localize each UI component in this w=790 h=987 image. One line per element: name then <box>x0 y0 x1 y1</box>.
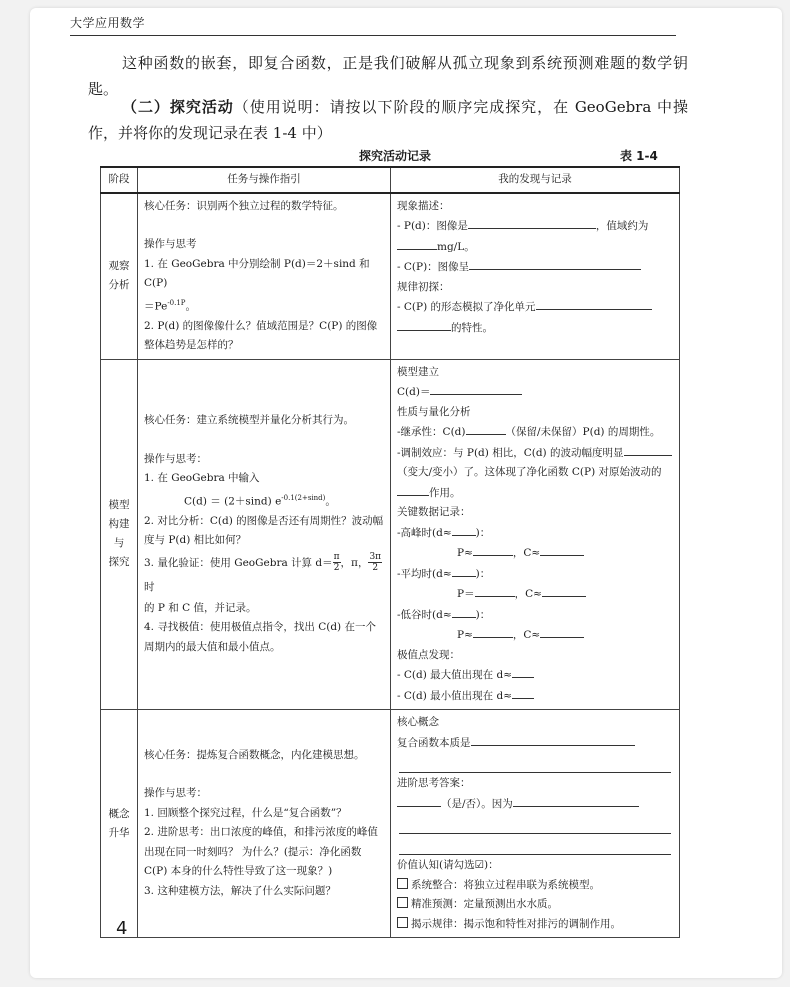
core-task: 核心任务：提炼复合函数概念，内化建模思想。 <box>144 748 365 761</box>
fill-blank[interactable] <box>469 257 641 270</box>
fraction-3pi-over-2 <box>368 552 382 573</box>
stage-label: 分析 <box>108 279 130 291</box>
record-line <box>397 733 673 754</box>
record-text: - C(d) 最大值出现在 d≈ <box>397 669 513 681</box>
fill-blank[interactable] <box>542 584 586 597</box>
ops-title: 操作与思考： <box>144 787 207 800</box>
record-line: 规律初探： <box>397 280 450 293</box>
guide-step: 的 P 和 C 值，并记录。 <box>144 601 257 614</box>
fill-blank[interactable] <box>397 237 437 250</box>
record-text: - C(P) 的形态模拟了净化单元 <box>397 301 536 313</box>
core-task: 核心任务：建立系统模型并量化分析其行为。 <box>144 414 354 427</box>
record-line <box>397 297 673 318</box>
stage-label: 观察 <box>108 260 130 272</box>
table-number: 表 1-4 <box>620 149 658 163</box>
record-text: -高峰时(d≈ <box>397 526 452 539</box>
stage-cell <box>101 193 138 360</box>
record-line <box>397 422 673 443</box>
guide-text: 3. 量化验证：使用 GeoGebra 计算 d＝ <box>144 556 333 569</box>
fill-line[interactable] <box>399 753 671 773</box>
checkbox-option[interactable] <box>397 915 673 935</box>
fill-blank[interactable] <box>475 584 515 597</box>
fraction-pi-over-2 <box>333 552 341 573</box>
record-cell <box>391 359 680 710</box>
guide-step: 3. 这种建模方法，解决了什么实际问题？ <box>144 884 336 897</box>
table-header-row <box>101 167 680 193</box>
guide-cell <box>138 710 391 938</box>
record-text: -调制效应：与 P(d) 相比，C(d) 的波动幅度明显 <box>397 446 624 459</box>
record-line: 核心概念 <box>397 716 439 728</box>
record-text: 作用。 <box>429 486 461 499</box>
record-text: mg/L。 <box>437 240 475 253</box>
stage-label: 探究 <box>108 556 130 569</box>
formula-end: 。 <box>325 495 336 508</box>
fraction-num: 3π <box>369 552 382 563</box>
record-line: 性质与量化分析 <box>397 405 471 418</box>
record-cell <box>391 710 680 938</box>
record-line: 极值点发现： <box>397 648 460 661</box>
fill-blank[interactable] <box>466 422 506 435</box>
guide-formula <box>144 489 384 512</box>
record-line <box>397 584 673 605</box>
record-text: -平均时(d≈ <box>397 567 452 580</box>
record-text: ，C≈ <box>512 547 541 559</box>
record-text: P≈ <box>457 547 473 559</box>
stage-label: 构建 <box>108 518 130 531</box>
guide-step: 1. 在 GeoGebra 中输入 <box>144 472 260 485</box>
checkbox-icon[interactable] <box>397 878 408 889</box>
guide-step <box>144 551 384 599</box>
stage-label: 与 <box>113 537 125 550</box>
guide-step: 2. 进阶思考：出口浓度的峰值，和排污浓度的峰值出现在同一时刻吗？ 为什么？(提示：净化函数 C(P) 本身的什么特性导致了这一现象？) <box>144 826 378 878</box>
guide-step: 4. 寻找极值：使用极值点指令，找出 C(d) 在一个周期内的最大值和最小值点。 <box>144 621 376 653</box>
checkbox-icon[interactable] <box>397 897 408 908</box>
record-text: 复合函数本质是 <box>397 736 471 749</box>
guide-step: 2. P(d) 的图像像什么？值域范围是？C(P) 的图像整体趋势是怎样的？ <box>144 319 378 351</box>
fill-blank[interactable] <box>452 605 476 618</box>
guide-text: 时 <box>144 580 155 593</box>
header-stage: 阶段 <box>101 167 138 193</box>
record-text: ，值域约为 <box>595 220 649 232</box>
record-line <box>397 625 673 646</box>
guide-step <box>144 294 384 317</box>
fill-line[interactable] <box>399 835 671 855</box>
record-line <box>397 794 673 815</box>
record-text: （是/否）。因为 <box>441 797 513 810</box>
record-text: 的特性。 <box>451 321 493 334</box>
record-text: - C(d) 最小值出现在 d≈ <box>397 689 513 702</box>
fill-blank[interactable] <box>471 733 635 746</box>
record-line <box>397 686 673 707</box>
record-text: -低谷时(d≈ <box>397 608 452 621</box>
record-line: 现象描述： <box>397 199 450 212</box>
fill-blank[interactable] <box>468 216 596 229</box>
fill-line[interactable] <box>399 814 671 834</box>
fraction-num: π <box>333 552 340 563</box>
header-guide: 任务与操作指引 <box>138 167 391 193</box>
record-line <box>397 543 673 564</box>
record-line: 模型建立 <box>397 365 439 378</box>
record-text: -继承性：C(d) <box>397 426 466 438</box>
table-row <box>101 359 680 710</box>
header-record: 我的发现与记录 <box>391 167 680 193</box>
table-title: 探究活动记录 <box>358 149 431 163</box>
ops-title: 操作与思考 <box>144 238 197 250</box>
fill-blank[interactable] <box>452 564 476 577</box>
fill-blank[interactable] <box>540 625 584 638</box>
guide-step: 2. 对比分析：C(d) 的图像是否还有周期性？波动幅度与 P(d) 相比如何？ <box>144 514 384 547</box>
guide-cell <box>138 359 391 710</box>
record-line <box>397 564 673 585</box>
record-text: )： <box>475 608 491 621</box>
record-line <box>397 443 673 504</box>
fill-blank[interactable] <box>536 297 652 310</box>
record-text: （保留/未保留）P(d) 的周期性。 <box>505 426 661 438</box>
record-text: )： <box>475 526 491 539</box>
guide-step: 1. 在 GeoGebra 中分别绘制 P(d)＝2＋sind 和 C(P) <box>144 257 370 289</box>
intro-paragraph: 这种函数的嵌套，即复合函数，正是我们破解从孤立现象到系统预测难题的数学钥匙。 <box>88 54 688 98</box>
fraction-den: 2 <box>333 563 340 574</box>
fill-blank[interactable] <box>397 318 451 331</box>
option-label: 系统整合：将独立过程串联为系统模型。 <box>411 878 600 891</box>
guide-step: 1. 回顾整个探究过程，什么是“复合函数”？ <box>144 806 347 819</box>
option-label: 揭示规律：揭示饱和特性对排污的调制作用。 <box>411 917 621 930</box>
running-head: 大学应用数学 <box>70 16 146 30</box>
core-task: 核心任务：识别两个独立过程的数学特征。 <box>144 199 344 212</box>
table-row <box>101 710 680 938</box>
guide-text: ，π， <box>340 556 369 569</box>
record-text: ，C≈ <box>514 588 542 600</box>
activity-instructions: （使用说明：请按以下阶段的顺序完成探究，在 GeoGebra 中操作，并将你的发现记录在表 1-4 中） <box>88 98 688 142</box>
fill-blank[interactable] <box>512 665 534 678</box>
record-line <box>397 216 673 237</box>
activity-paragraph <box>88 94 688 146</box>
record-line <box>397 605 673 626</box>
record-line <box>397 382 673 403</box>
guide-cell <box>138 193 391 360</box>
fill-blank[interactable] <box>473 625 513 638</box>
record-line <box>397 318 673 339</box>
record-line <box>397 257 673 278</box>
formula-exponent: -0.1(2+sind) <box>281 493 326 502</box>
record-text: （变大/变小）了。这体现了净化函数 C(P) 对原始波动的 <box>397 466 662 478</box>
record-line <box>397 665 673 686</box>
table-row <box>101 193 680 360</box>
activity-heading: （二）探究活动 <box>122 98 234 116</box>
fill-blank[interactable] <box>397 483 429 496</box>
checkbox-option[interactable] <box>397 895 673 915</box>
record-line <box>397 237 673 258</box>
fill-blank[interactable] <box>540 543 584 556</box>
formula-text: ＝Pe <box>144 300 168 312</box>
record-cell <box>391 193 680 360</box>
record-text: P≈ <box>457 629 473 641</box>
fill-blank[interactable] <box>473 543 513 556</box>
formula-exponent: -0.1P <box>167 298 186 307</box>
ops-title: 操作与思考： <box>144 452 207 465</box>
record-line: 价值认知(请勾选☑)： <box>397 859 499 871</box>
formula-end: 。 <box>185 300 197 312</box>
fill-blank[interactable] <box>430 382 522 395</box>
record-text: C(d)＝ <box>397 386 431 398</box>
header-rule <box>70 35 676 36</box>
fill-blank[interactable] <box>452 523 476 536</box>
record-text: ，C≈ <box>512 629 541 641</box>
stage-cell <box>101 710 138 938</box>
record-text: - P(d)：图像是 <box>397 220 468 232</box>
checkbox-option[interactable] <box>397 876 673 896</box>
option-label: 精准预测：定量预测出水水质。 <box>411 898 558 910</box>
record-text: P＝ <box>457 588 475 600</box>
record-line: 关键数据记录： <box>397 506 471 518</box>
stage-label: 概念 <box>108 807 130 820</box>
fill-blank[interactable] <box>648 443 672 456</box>
fill-blank[interactable] <box>397 794 441 807</box>
record-text: )： <box>475 567 491 580</box>
record-text: - C(P)：图像呈 <box>397 261 470 273</box>
stage-cell <box>101 359 138 710</box>
fraction-den: 2 <box>372 563 379 574</box>
formula-text: C(d) ＝ (2＋sind) e <box>184 495 282 508</box>
stage-label: 升华 <box>108 826 130 839</box>
fill-blank[interactable] <box>624 443 648 456</box>
page-number: 4 <box>116 918 128 939</box>
fill-blank[interactable] <box>513 794 639 807</box>
record-line: 进阶思考答案： <box>397 777 471 789</box>
checkbox-icon[interactable] <box>397 917 408 928</box>
record-line <box>397 523 673 544</box>
exploration-record-table <box>100 166 680 938</box>
fill-blank[interactable] <box>512 686 534 699</box>
stage-label: 模型 <box>108 499 130 512</box>
